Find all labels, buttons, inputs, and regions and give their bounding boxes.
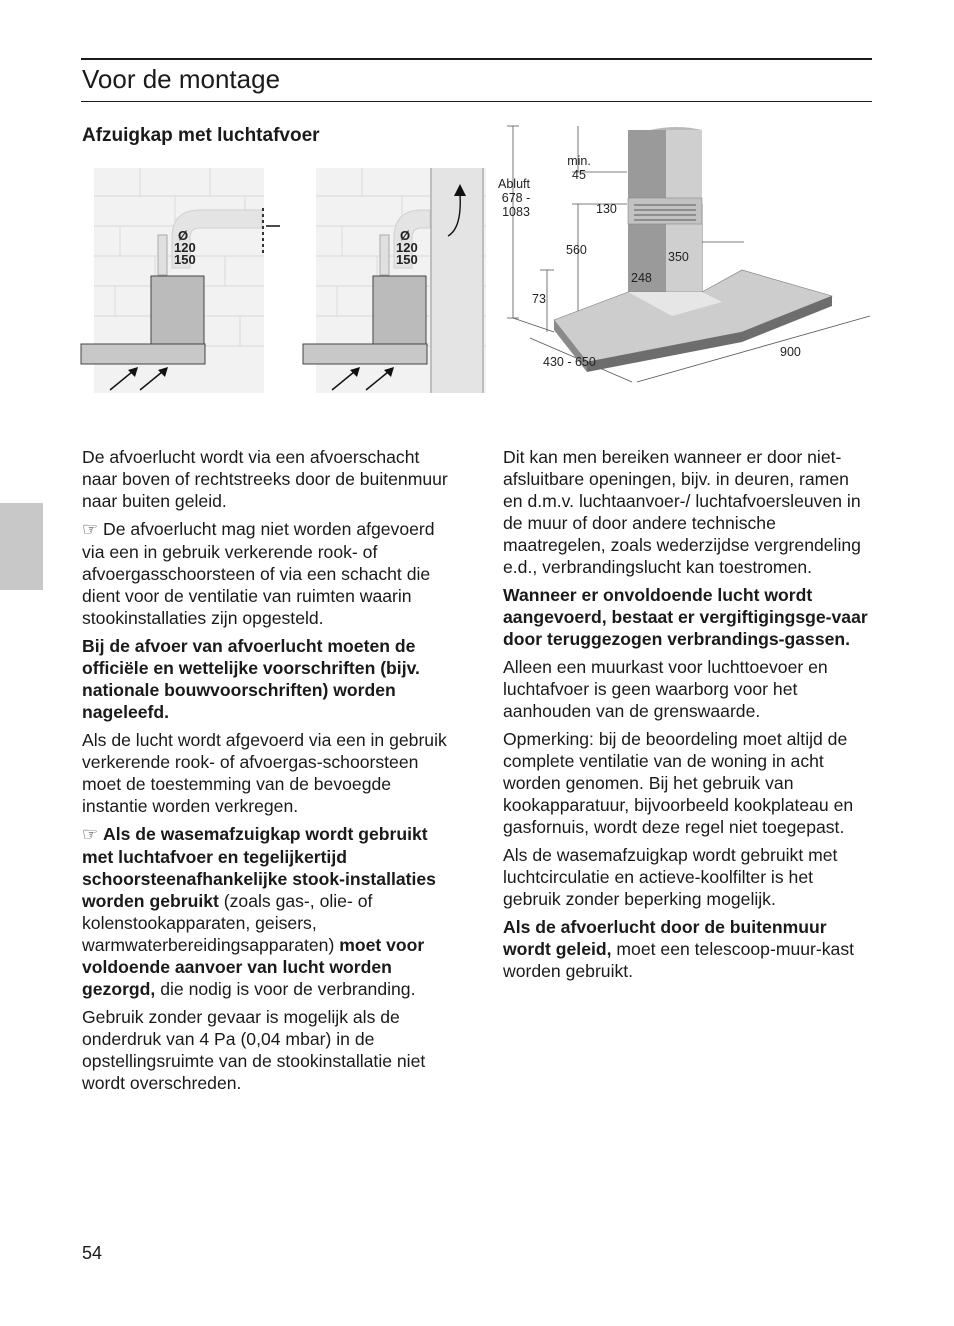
hood-label-560: 560 — [566, 243, 587, 257]
paragraph-bold-text: Als de afvoerlucht door de buitenmuur wordt geleid, — [503, 917, 827, 959]
paragraph-bold-text: moet voor voldoende aanvoer van lucht worden gezorgd, — [82, 935, 425, 999]
left-text-column — [82, 446, 454, 1100]
header-bottom-rule — [81, 101, 872, 102]
hood-label-min-value: 45 — [572, 168, 586, 182]
hood-label-abluft-range-1: 678 - — [501, 191, 531, 205]
paragraph: Opmerking: bij de beoordeling moet altijd de complete ventilatie van de woning in acht worden genomen. Bij het gebruik van kookapparatuur, bijvoorbeeld kookplateau en gasfornuis, wordt deze regel niet toegepast. — [503, 729, 854, 837]
shaft-diameter-150: 150 — [396, 252, 418, 267]
hood-label-130: 130 — [596, 202, 617, 216]
paragraph: De afvoerlucht wordt via een afvoerschacht naar boven of rechtstreeks door de buitenmuur naar buiten geleid. — [82, 447, 448, 511]
paragraph-bold-text: Als de wasemafzuigkap wordt gebruikt met luchtafvoer en tegelijkertijd schoorsteenafhankelijke stook-installaties worden gebruikt — [82, 824, 436, 911]
paragraph-text: die nodig is voor de verbranding. — [155, 979, 416, 999]
duct-diameter-120: 120 — [174, 240, 196, 255]
side-tab-marker — [0, 503, 43, 590]
paragraph: Dit kan men bereiken wanneer er door niet-afsluitbare openingen, bijv. in deuren, ramen en d.m.v. luchtaanvoer-/ luchtafvoersleuven in de muur of door andere technische maatregelen, zoals wederzijdse vergrendeling e.d., verbrandingslucht kan toestromen. — [503, 447, 861, 577]
hood-label-900: 900 — [780, 345, 801, 359]
paragraph: Gebruik zonder gevaar is mogelijk als de onderdruk van 4 Pa (0,04 mbar) in de opstellingsruimte van de stookinstallatie niet wordt overschreden. — [82, 1007, 426, 1093]
paragraph-text: De afvoerlucht mag niet worden afgevoerd via een in gebruik verkerende rook- of afvoergasschoorsteen of via een schacht die dient voor de ventilatie van ruimten waarin stookinstallaties zijn opgesteld. — [82, 519, 435, 628]
paragraph-note — [82, 518, 454, 629]
paragraph-text: (zoals gas-, olie- of kolenstookapparaten, geisers, warmwaterbereidingsapparaten) — [82, 891, 373, 955]
shaft-diameter-120: 120 — [396, 240, 418, 255]
hood-label-abluft-range-2: 1083 — [502, 205, 530, 219]
duct-wall-diagram — [80, 158, 280, 398]
page-number: 54 — [82, 1243, 103, 1263]
paragraph-note — [82, 823, 454, 1000]
paragraph-bold: Bij de afvoer van afvoerlucht moeten de officiële en wettelijke voorschriften (bijv. nationale bouwvoorschriften) worden nageleefd. — [82, 636, 420, 722]
section-heading: Afzuigkap met luchtafvoer — [82, 125, 320, 146]
hood-label-248: 248 — [631, 271, 652, 285]
page-title: Voor de montage — [82, 64, 281, 94]
shaft-diameter-symbol: Ø — [400, 228, 411, 243]
paragraph — [503, 916, 871, 982]
paragraph: Als de lucht wordt afgevoerd via een in gebruik verkerende rook- of afvoergas-schoorsteen moet de toestemming van de bevoegde instantie worden verkregen. — [82, 730, 447, 816]
header-top-rule — [81, 58, 872, 60]
hood-label-350: 350 — [668, 250, 689, 264]
paragraph-text: moet een telescoop-muur-kast worden gebruikt. — [503, 939, 855, 981]
paragraph-bold: Wanneer er onvoldoende lucht wordt aangevoerd, bestaat er vergiftigingsge-vaar door teruggezogen verbrandings-gassen. — [503, 585, 868, 649]
hood-label-abluft: Abluft — [498, 177, 530, 191]
duct-diameter-150: 150 — [174, 252, 196, 267]
right-text-column — [503, 446, 871, 988]
hood-label-min: min. — [567, 154, 591, 168]
paragraph: Als de wasemafzuigkap wordt gebruikt met luchtcirculatie en actieve-koolfilter is het gebruik zonder beperking mogelijk. — [503, 845, 838, 909]
pointing-hand-icon: ☞ — [82, 519, 99, 540]
hood-dimension-diagram — [492, 120, 887, 395]
hood-label-73: 73 — [532, 292, 546, 306]
pointing-hand-icon: ☞ — [82, 824, 99, 845]
duct-diameter-symbol: Ø — [178, 228, 189, 243]
duct-shaft-diagram — [302, 158, 492, 398]
paragraph: Alleen een muurkast voor luchttoevoer en luchtafvoer is geen waarborg voor het aanhouden van de grenswaarde. — [503, 657, 828, 721]
hood-label-width-range: 430 - 650 — [543, 355, 596, 369]
